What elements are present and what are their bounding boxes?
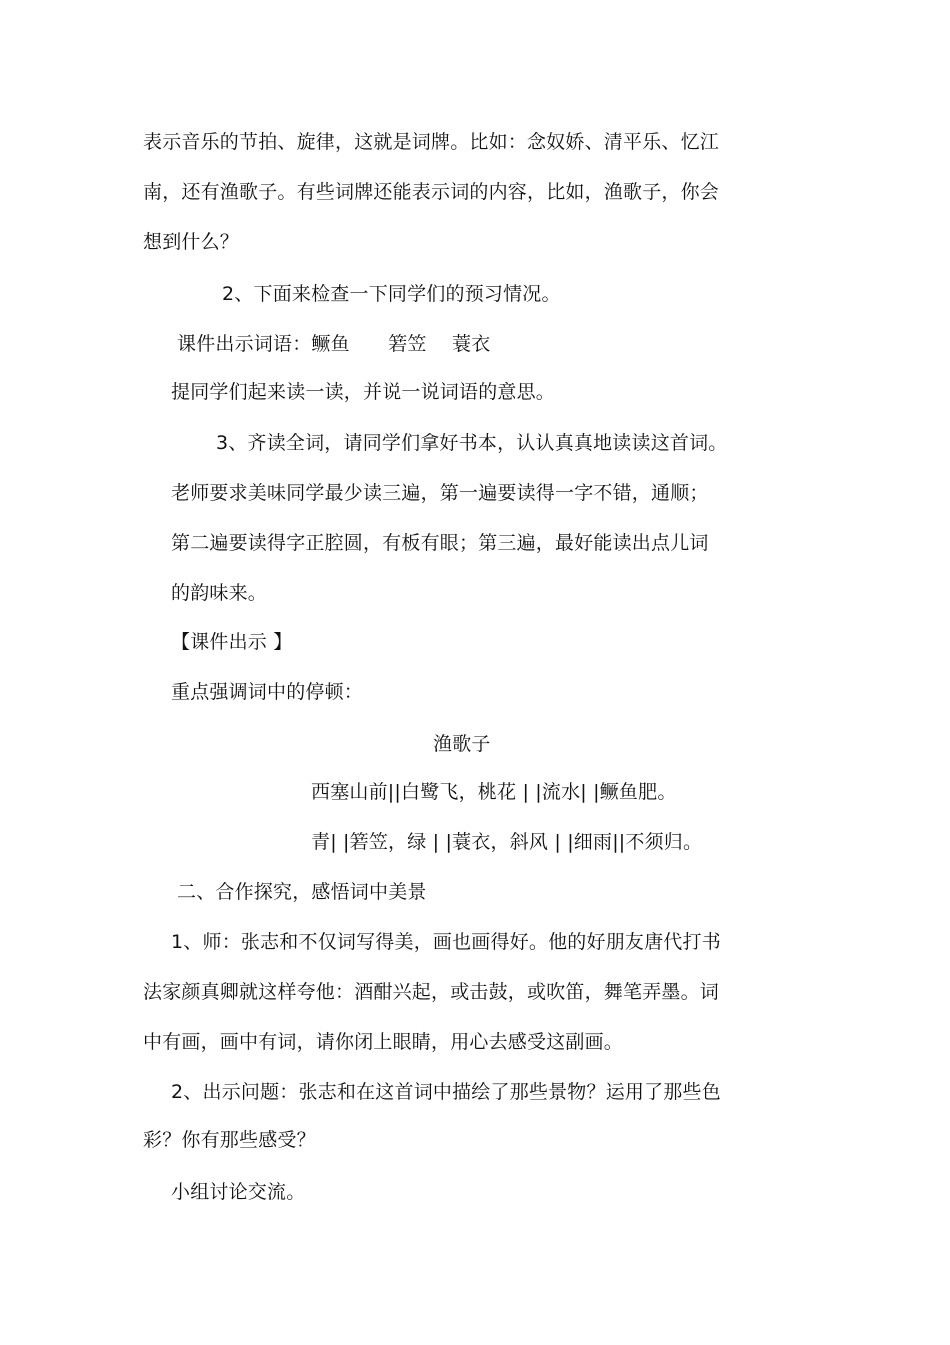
paragraph-line: 第二遍要读得字正腔圆，有板有眼；第三遍，最好能读出点儿词 [171, 532, 709, 554]
poem-title: 渔歌子 [433, 733, 491, 755]
paragraph-line: 中有画，画中有词，请你闭上眼睛，用心去感受这副画。 [143, 1031, 624, 1053]
paragraph-line: 小组讨论交流。 [171, 1181, 306, 1203]
paragraph-line: 彩？你有那些感受？ [143, 1129, 316, 1151]
paragraph-line: 【课件出示 】 [171, 631, 293, 653]
paragraph-line: 1、师：张志和不仅词写得美，画也画得好。他的好朋友唐代打书 [171, 931, 721, 953]
paragraph-line: 表示音乐的节拍、旋律，这就是词牌。比如：念奴娇、清平乐、忆江 [143, 131, 720, 153]
poem-line: 西塞山前||白鹭飞，桃花 | |流水| |鳜鱼肥。 [311, 781, 677, 803]
paragraph-line: 老师要求美味同学最少读三遍，第一遍要读得一字不错，通顺； [171, 482, 709, 504]
paragraph-line: 2、下面来检查一下同学们的预习情况。 [222, 283, 561, 305]
paragraph-line: 想到什么？ [143, 231, 240, 253]
paragraph-line: 2、出示问题：张志和在这首词中描绘了那些景物？运用了那些色 [171, 1081, 721, 1103]
section-heading: 二、合作探究，感悟词中美景 [177, 881, 427, 903]
poem-line: 青| |箬笠，绿 | |蓑衣，斜风 | |细雨||不须归。 [311, 831, 703, 853]
paragraph-line: 重点强调词中的停顿： [171, 681, 364, 703]
paragraph-line: 法家颜真卿就这样夸他：酒酣兴起，或击鼓，或吹笛，舞笔弄墨。词 [143, 981, 720, 1003]
paragraph-line: 南，还有渔歌子。有些词牌还能表示词的内容，比如，渔歌子，你会 [143, 181, 720, 203]
paragraph-line: 课件出示词语：鳜鱼 箬笠 蓑衣 [177, 333, 491, 355]
paragraph-line: 的韵味来。 [171, 582, 268, 604]
paragraph-line: 3、齐读全词，请同学们拿好书本，认认真真地读读这首词。 [216, 432, 728, 454]
paragraph-line: 提同学们起来读一读，并说一说词语的意思。 [171, 381, 556, 403]
